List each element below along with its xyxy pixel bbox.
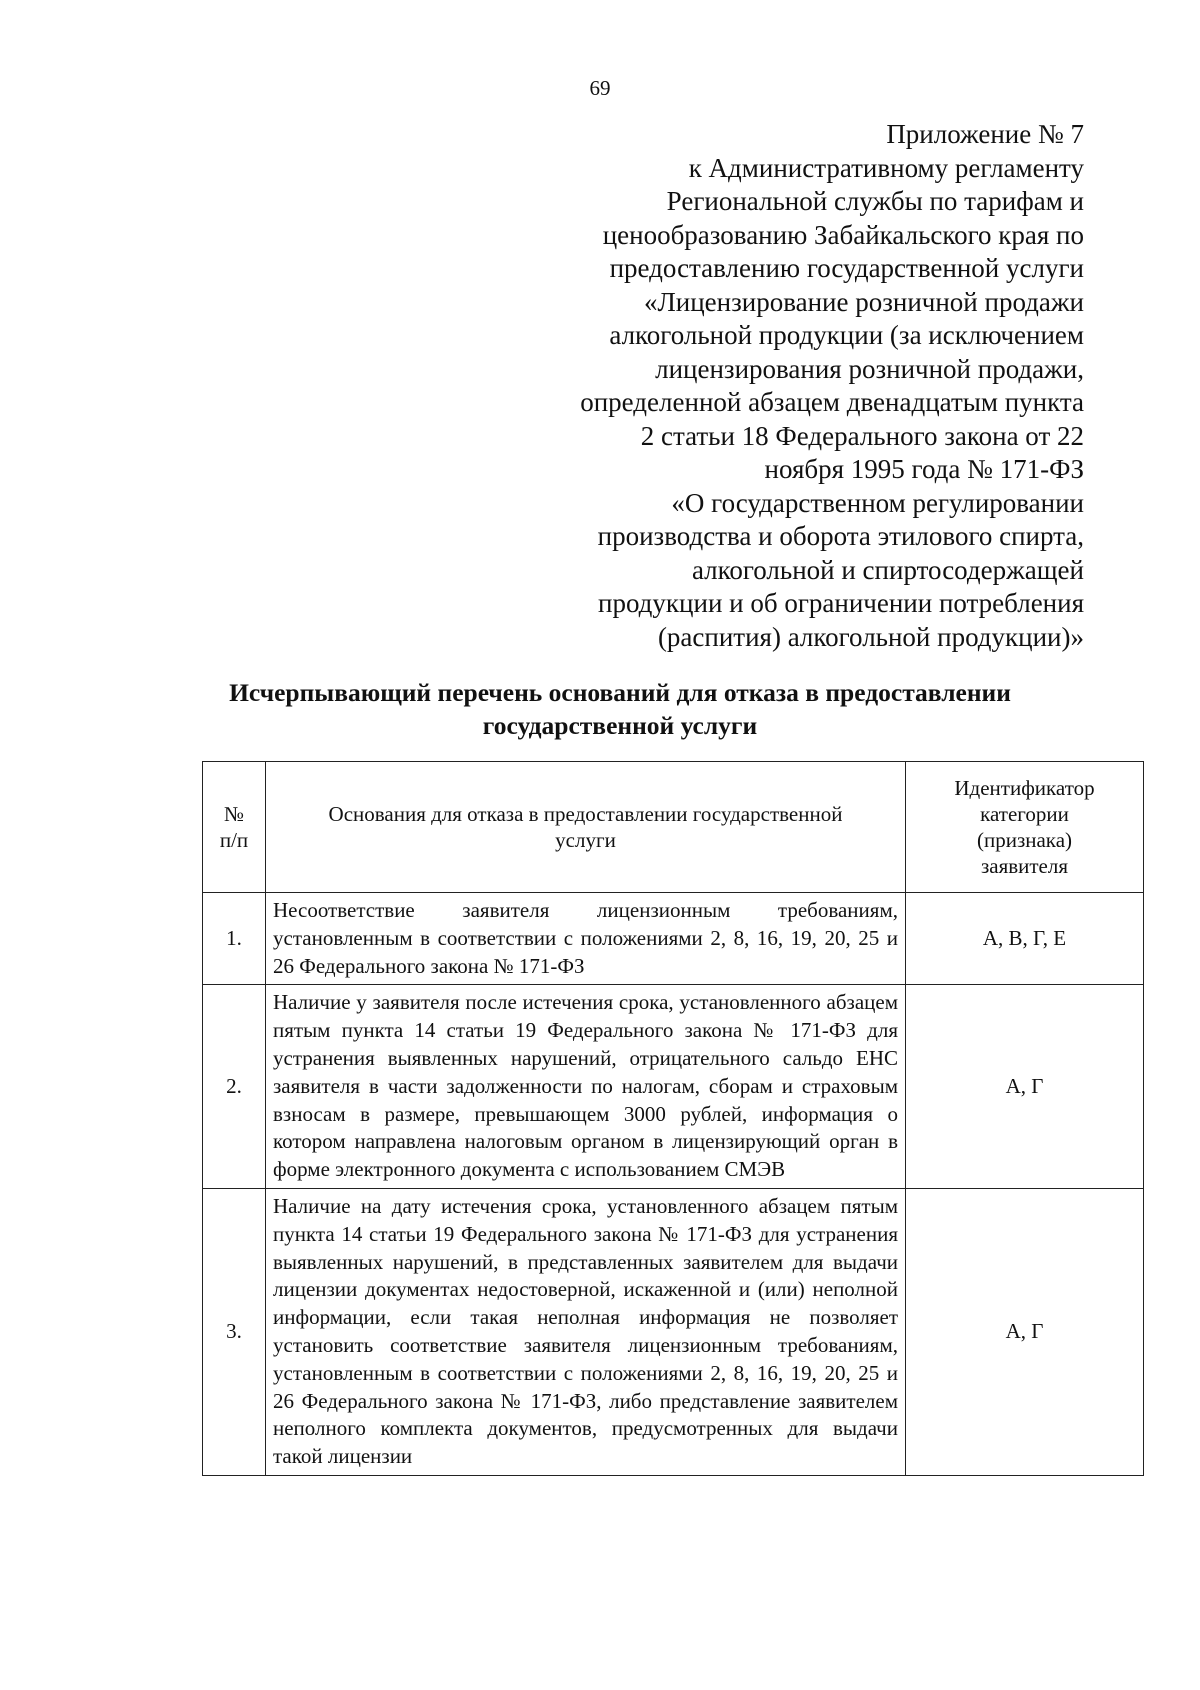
row-number: 1. <box>203 893 266 985</box>
appendix-line: Приложение № 7 <box>886 119 1084 149</box>
table-row <box>203 1188 1144 1475</box>
refusal-grounds-table <box>202 761 1144 1476</box>
row-number: 2. <box>203 985 266 1189</box>
header-identifier-line: (признака) <box>976 828 1073 852</box>
appendix-line: 2 статьи 18 Федерального закона от 22 <box>640 420 1084 451</box>
appendix-line: алкогольной продукции (за исключением <box>609 320 1084 350</box>
appendix-line: «О государственном регулировании <box>671 487 1084 518</box>
header-reason-line: услуги <box>555 828 616 852</box>
header-identifier <box>906 762 1144 893</box>
row-reason: Наличие на дату истечения срока, установленного абзацем пятым пункта 14 статьи 19 Федерального закона № 171-ФЗ для устранения выявленных нарушений, в представленных заявителем для выдачи лицензии документах недостоверной, искаженной и (или) неполной информации, если такая неполная информация не позволяет установить соответствие заявителя лицензионным требованиям, установленным в соответствии с положениями 2, 8, 16, 19, 20, 25 и 26 Федерального закона № 171-ФЗ, либо представление заявителем неполного комплекта документов, предусмотренных для выдачи такой лицензии <box>266 1188 906 1475</box>
document-title <box>170 676 1070 742</box>
title-line: Исчерпывающий перечень оснований для отказа в предоставлении <box>229 678 1011 707</box>
appendix-line: Региональной службы по тарифам и <box>666 186 1084 216</box>
appendix-line: к Административному регламенту <box>688 152 1084 183</box>
header-number-line: № <box>223 802 245 826</box>
appendix-line: (распития) алкогольной продукции)» <box>657 621 1084 652</box>
appendix-line: определенной абзацем двенадцатым пункта <box>580 387 1084 417</box>
page-number: 69 <box>589 76 611 100</box>
appendix-line: производства и оборота этилового спирта, <box>597 521 1084 551</box>
header-number-line: п/п <box>219 828 249 852</box>
appendix-line: «Лицензирование розничной продажи <box>643 286 1084 317</box>
row-identifier: А, Г <box>906 985 1144 1189</box>
appendix-header <box>524 118 1084 654</box>
row-reason: Несоответствие заявителя лицензионным требованиям, установленным в соответствии с положениями 2, 8, 16, 19, 20, 25 и 26 Федерального закона № 171-ФЗ <box>266 893 906 985</box>
appendix-line: продукции и об ограничении потребления <box>598 588 1084 618</box>
row-identifier: А, В, Г, Е <box>906 893 1144 985</box>
table-row <box>203 985 1144 1189</box>
appendix-line: ноября 1995 года № 171-ФЗ <box>764 454 1084 484</box>
row-identifier: А, Г <box>906 1188 1144 1475</box>
appendix-line: алкогольной и спиртосодержащей <box>691 554 1084 585</box>
header-identifier-line: Идентификатор <box>954 776 1095 800</box>
row-number: 3. <box>203 1188 266 1475</box>
table-row <box>203 893 1144 985</box>
header-reason-line: Основания для отказа в предоставлении государственной <box>328 802 843 826</box>
title-line: государственной услуги <box>482 711 758 740</box>
header-identifier-line: категории <box>980 802 1069 826</box>
header-identifier-line: заявителя <box>980 854 1069 878</box>
appendix-line: предоставлению государственной услуги <box>609 253 1084 283</box>
appendix-line: ценообразованию Забайкальского края по <box>602 219 1084 250</box>
header-reason <box>266 762 906 893</box>
header-number <box>203 762 266 893</box>
row-reason: Наличие у заявителя после истечения срока, установленного абзацем пятым пункта 14 статьи 19 Федерального закона № 171-ФЗ для устранения выявленных нарушений, отрицательного сальдо ЕНС заявителя в части задолженности по налогам, сборам и страховым взносам в размере, превышающем 3000 рублей, информация о котором направлена налоговым органом в лицензирующий орган в форме электронного документа с использованием СМЭВ <box>266 985 906 1189</box>
table-header-row <box>203 762 1144 893</box>
appendix-line: лицензирования розничной продажи, <box>655 353 1084 384</box>
